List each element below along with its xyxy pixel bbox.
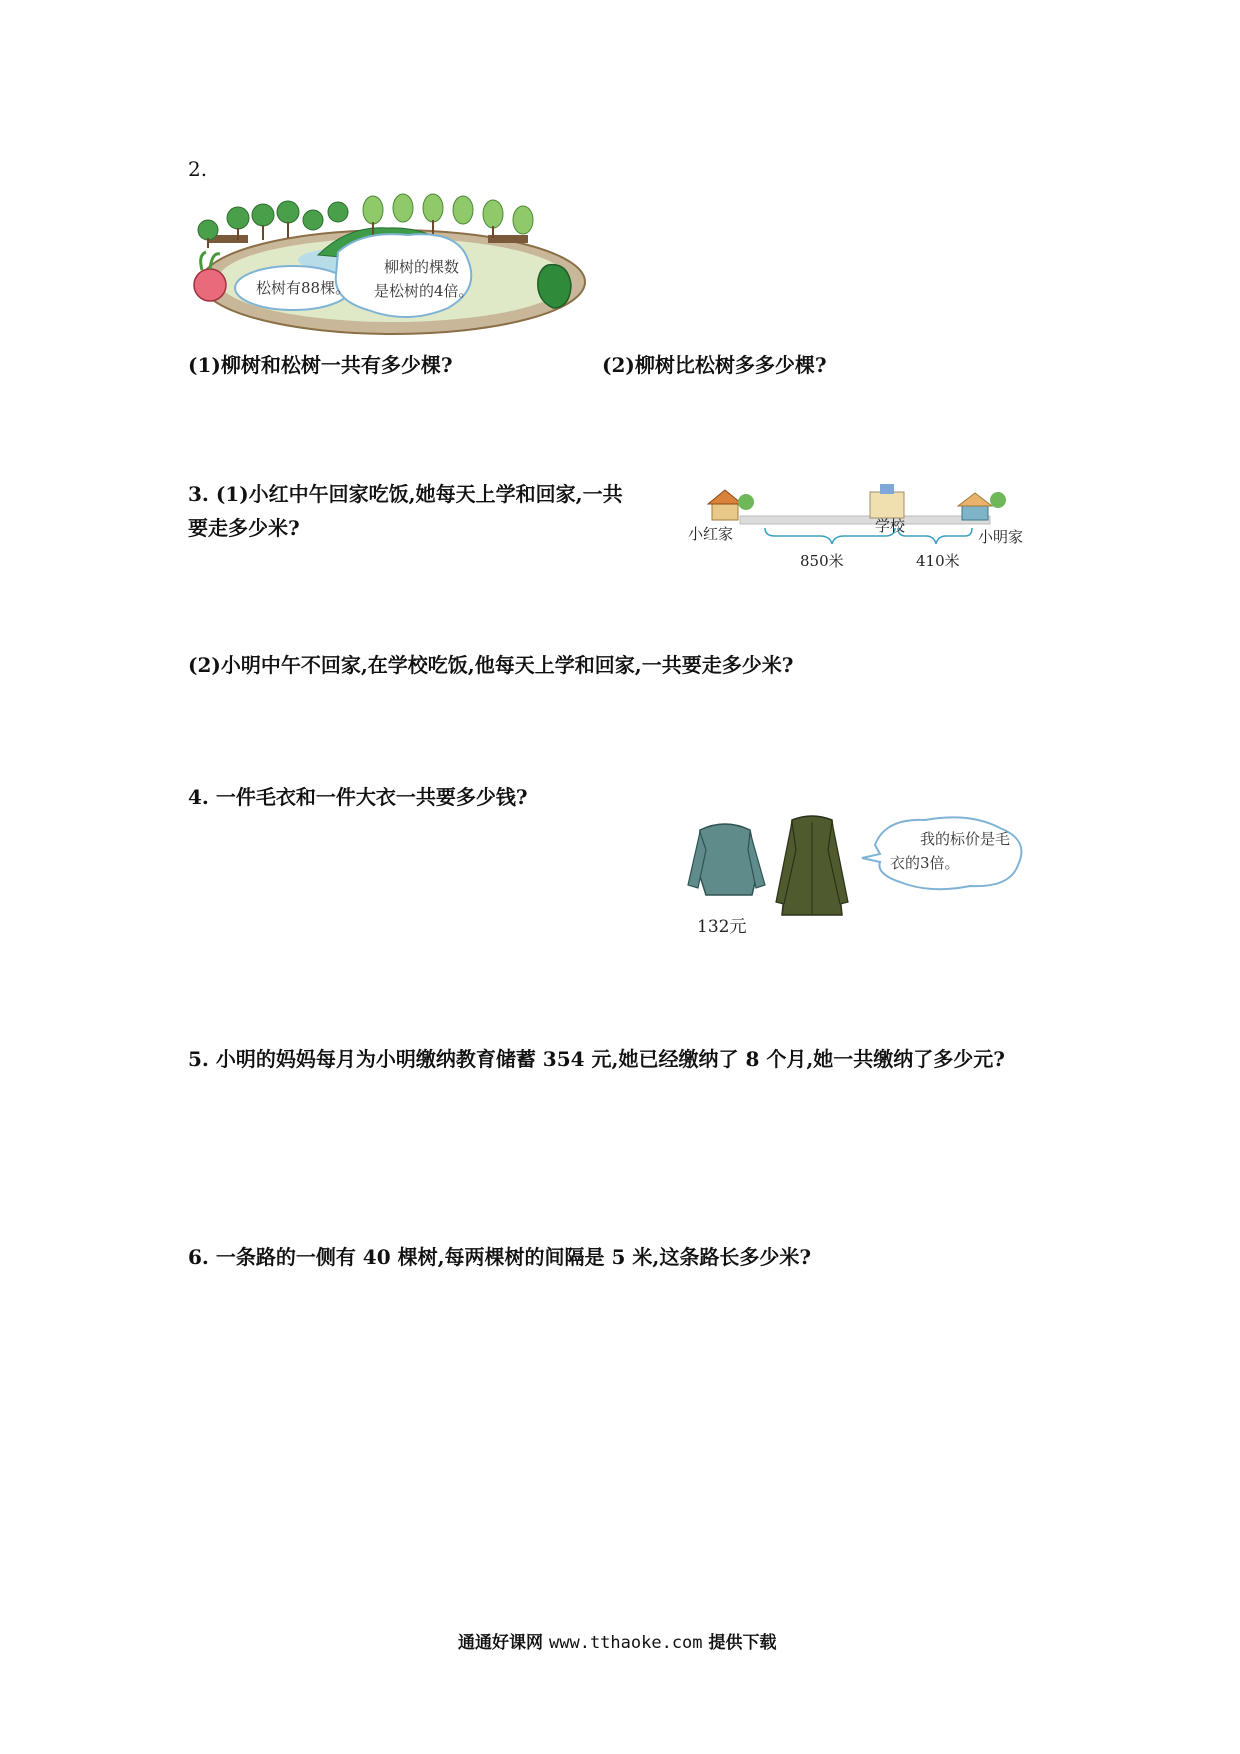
footer-download-text: 提供下载: [708, 1633, 777, 1653]
footer-site-name: 通通好课网: [458, 1633, 543, 1653]
problem-3-question-1-line2: 要走多少米?: [188, 516, 300, 540]
problem-6-question: 6. 一条路的一侧有 40 棵树,每两棵树的间隔是 5 米,这条路长多少米?: [188, 1245, 812, 1269]
label-xiaohong-home: 小红家: [688, 525, 734, 543]
problem-2-question-2: (2)柳树比松树多多少棵?: [602, 353, 827, 377]
speech-bubble-willow-line1: 柳树的棵数: [384, 258, 460, 276]
footer: [458, 1628, 777, 1653]
label-school: 学校: [875, 517, 906, 535]
problem-3-question-1-line1: 3. (1)小红中午回家吃饭,她每天上学和回家,一共: [188, 482, 623, 506]
coat-bubble-line1: 我的标价是毛: [920, 830, 1011, 848]
problem-4-question: 4. 一件毛衣和一件大衣一共要多少钱?: [188, 785, 528, 809]
label-xiaoming-home: 小明家: [978, 528, 1024, 546]
problem-5-question: 5. 小明的妈妈每月为小明缴纳教育储蓄 354 元,她已经缴纳了 8 个月,她一共缴纳了多少元?: [188, 1047, 1006, 1071]
speech-bubble-pine: 松树有88棵。: [256, 279, 351, 297]
coat-bubble-line2: 衣的3倍。: [890, 854, 960, 872]
speech-bubble-willow-line2: 是松树的4倍。: [374, 282, 474, 300]
problem-2-number: 2.: [188, 157, 208, 181]
distance-850: 850米: [800, 552, 844, 570]
problem-2-question-1: (1)柳树和松树一共有多少棵?: [188, 353, 453, 377]
footer-url[interactable]: www.tthaoke.com: [549, 1633, 703, 1653]
sweater-price: 132元: [697, 917, 747, 937]
distance-410: 410米: [916, 552, 960, 570]
problem-3-question-2: (2)小明中午不回家,在学校吃饭,他每天上学和回家,一共要走多少米?: [188, 653, 794, 677]
